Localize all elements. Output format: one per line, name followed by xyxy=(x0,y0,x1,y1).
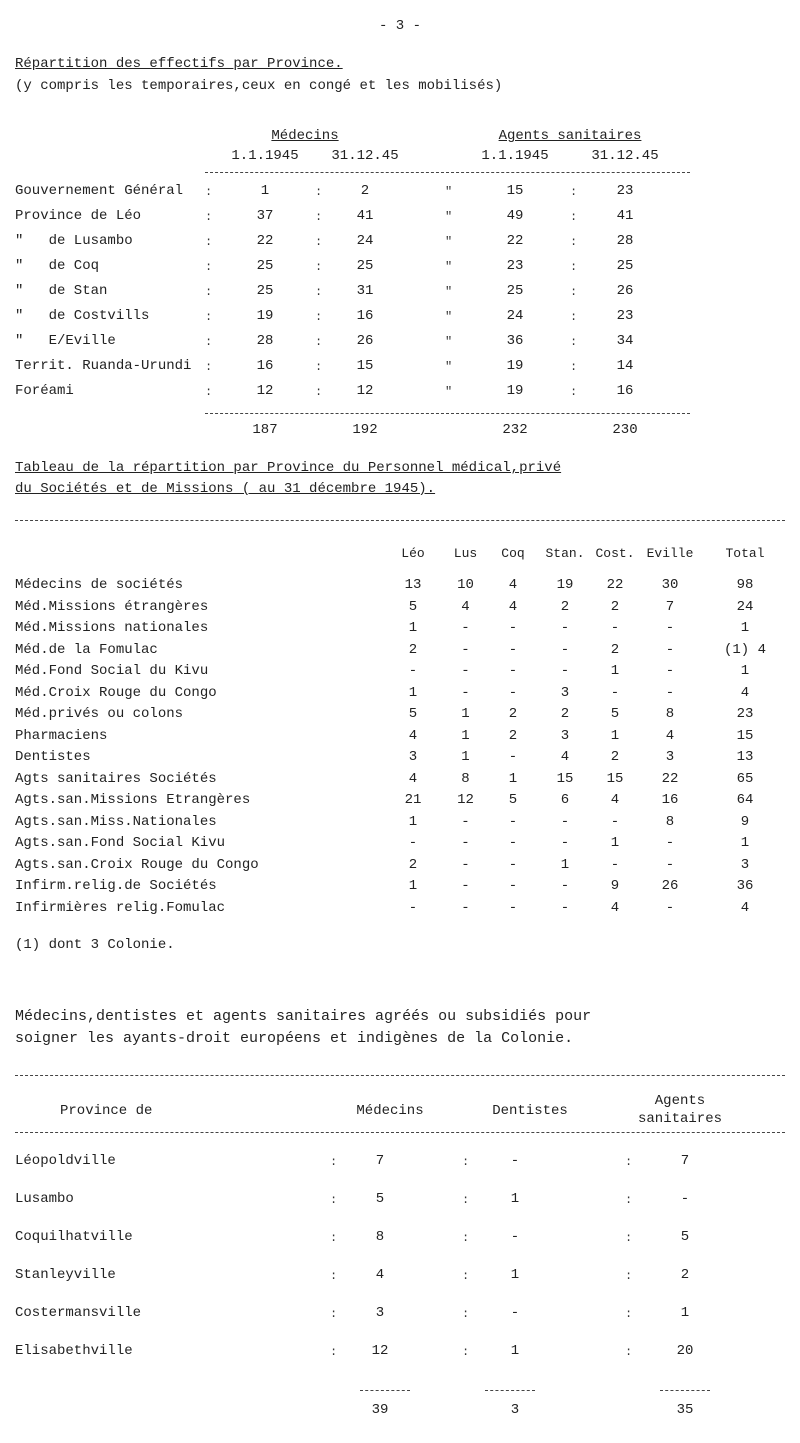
t1-row-label: Province de Léo xyxy=(15,208,142,224)
t1-cell: 19 xyxy=(506,358,524,374)
t1-separator: : xyxy=(570,310,578,324)
t1-title: Répartition des effectifs par Province. xyxy=(15,56,343,72)
t3-cell: 3 xyxy=(375,1305,385,1321)
t1-cell: 36 xyxy=(506,333,524,349)
t2-cell: 1 xyxy=(461,706,470,722)
t2-cell: - xyxy=(508,835,518,851)
t1-separator: : xyxy=(570,210,578,224)
t2-cell: 1 xyxy=(508,770,518,787)
t3-cell: - xyxy=(510,1305,520,1321)
t2-row-label: Dentistes xyxy=(15,749,91,765)
t3-separator: : xyxy=(330,1155,338,1169)
t2-cell: (1) 4 xyxy=(723,641,766,658)
t1-row-label: Foréami xyxy=(15,383,74,399)
t3-separator: : xyxy=(625,1345,633,1359)
t2-cell: 4 xyxy=(508,598,518,615)
t3-cell: 1 xyxy=(680,1305,690,1321)
t2-cell: 8 xyxy=(461,770,470,787)
t1-cell: 14 xyxy=(616,358,634,374)
t2-col-header: Stan. xyxy=(545,546,585,561)
t2-row-label: Méd.Fond Social du Kivu xyxy=(15,663,209,679)
t3-separator: : xyxy=(625,1193,633,1207)
t1-separator: : xyxy=(205,335,213,349)
t2-row-label: Agts.san.Missions Etrangères xyxy=(15,792,251,808)
t2-cell: 8 xyxy=(665,706,675,722)
t2-cell: 1 xyxy=(740,663,750,679)
t2-cell: - xyxy=(461,899,470,916)
t2-cell: 2 xyxy=(408,856,418,873)
t2-row-label: Infirmières relig.Fomulac xyxy=(15,899,226,916)
t3-row-label: Léopoldville xyxy=(15,1153,116,1169)
t1-separator: " xyxy=(445,235,453,249)
t2-cell: 4 xyxy=(740,899,750,916)
t2-cell: 2 xyxy=(408,641,418,658)
t1-cell: 41 xyxy=(356,208,374,224)
t1-col-header: 1.1.1945 xyxy=(481,148,549,164)
t3-cell: - xyxy=(510,1229,520,1245)
t2-cell: 36 xyxy=(736,878,754,894)
t3-cell: 12 xyxy=(371,1343,389,1359)
t3-separator: : xyxy=(330,1269,338,1283)
t2-title-line2: du Sociétés et de Missions ( au 31 décembre 1945). xyxy=(15,481,436,497)
t3-total: 39 xyxy=(371,1402,389,1418)
t1-cell: 25 xyxy=(616,258,634,274)
t1-separator: : xyxy=(570,385,578,399)
t2-cell: 13 xyxy=(404,577,422,593)
t2-cell: - xyxy=(461,684,470,701)
t2-cell: 4 xyxy=(610,792,620,808)
t2-footnote: (1) dont 3 Colonie. xyxy=(15,937,175,953)
t2-cell: 1 xyxy=(610,663,620,679)
t2-cell: 13 xyxy=(736,749,754,765)
t1-separator: : xyxy=(205,310,213,324)
t2-cell: 2 xyxy=(508,706,518,722)
t2-cell: 4 xyxy=(408,727,418,744)
t1-cell: 19 xyxy=(506,383,524,399)
t3-separator: : xyxy=(625,1231,633,1245)
t2-cell: 4 xyxy=(740,684,750,701)
t1-cell: 16 xyxy=(256,358,274,374)
t2-row-label: Agts.san.Croix Rouge du Congo xyxy=(15,856,259,873)
t2-cell: 2 xyxy=(508,727,518,744)
t3-separator: : xyxy=(330,1307,338,1321)
t2-cell: - xyxy=(665,663,675,679)
t2-cell: - xyxy=(461,641,470,658)
t2-cell: 4 xyxy=(560,749,570,765)
t1-separator: : xyxy=(570,260,578,274)
t2-cell: 1 xyxy=(461,749,470,765)
t2-cell: 22 xyxy=(661,770,679,787)
t2-cell: 24 xyxy=(736,598,754,615)
t1-cell: 41 xyxy=(616,208,634,224)
t3-cell: 1 xyxy=(510,1267,520,1283)
t2-cell: 98 xyxy=(736,577,754,593)
t1-separator: " xyxy=(445,185,453,199)
t1-cell: 24 xyxy=(506,308,524,324)
t2-cell: - xyxy=(665,641,675,658)
t1-row-label: Territ. Ruanda-Urundi xyxy=(15,358,192,374)
page-number: - 3 - xyxy=(378,18,421,34)
t2-cell: - xyxy=(461,835,470,851)
t1-separator: : xyxy=(205,285,213,299)
t2-row-label: Pharmaciens xyxy=(15,727,108,744)
t3-total: 35 xyxy=(676,1402,694,1418)
t1-separator: : xyxy=(205,360,213,374)
t2-cell: 16 xyxy=(661,792,679,808)
t2-cell: - xyxy=(665,684,675,701)
t2-cell: 26 xyxy=(661,878,679,894)
t1-cell: 23 xyxy=(616,183,634,199)
t1-total: 232 xyxy=(502,422,528,438)
t2-cell: 2 xyxy=(610,598,620,615)
t2-cell: - xyxy=(508,856,518,873)
t2-cell: 4 xyxy=(461,598,470,615)
t1-cell: 23 xyxy=(616,308,634,324)
t1-cell: 26 xyxy=(616,283,634,299)
t1-separator: " xyxy=(445,335,453,349)
t2-cell: 2 xyxy=(610,749,620,765)
t2-cell: - xyxy=(461,856,470,873)
t3-col-agents: Agents xyxy=(654,1093,706,1109)
t2-row-label: Méd.privés ou colons xyxy=(15,706,184,722)
t2-cell: - xyxy=(461,813,470,830)
t2-cell: - xyxy=(665,620,675,636)
t2-cell: 64 xyxy=(736,792,754,808)
t2-cell: - xyxy=(461,663,470,679)
t3-total: 3 xyxy=(510,1402,520,1418)
t1-group-agents: Agents sanitaires xyxy=(498,128,642,144)
t1-separator: : xyxy=(315,285,323,299)
t1-cell: 15 xyxy=(356,358,374,374)
t2-cell: 12 xyxy=(457,792,474,808)
t2-row-label: Agts.san.Miss.Nationales xyxy=(15,813,217,830)
t1-row-label: Gouvernement Général xyxy=(15,183,184,199)
t2-row-label: Agts sanitaires Sociétés xyxy=(15,770,217,787)
t2-cell: - xyxy=(508,813,518,830)
t3-cell: 7 xyxy=(680,1153,690,1169)
t2-cell: 30 xyxy=(661,577,679,593)
t3-row-label: Coquilhatville xyxy=(15,1229,133,1245)
t1-cell: 12 xyxy=(356,383,374,399)
t3-total-rule xyxy=(660,1390,710,1391)
t3-cell: - xyxy=(510,1153,520,1169)
t1-cell: 22 xyxy=(506,233,524,249)
t2-cell: 15 xyxy=(606,770,624,787)
t1-cell: 34 xyxy=(616,333,634,349)
t1-separator: " xyxy=(445,310,453,324)
t1-cell: 19 xyxy=(256,308,274,324)
t1-separator: : xyxy=(315,260,323,274)
t2-cell: 5 xyxy=(408,598,418,615)
t3-title-line2: soigner les ayants-droit européens et indigènes de la Colonie. xyxy=(15,1030,574,1047)
t3-cell: - xyxy=(680,1191,690,1207)
t1-separator: " xyxy=(445,385,453,399)
t1-separator: : xyxy=(570,285,578,299)
t1-cell: 28 xyxy=(616,233,634,249)
t2-col-header: Total xyxy=(725,546,765,561)
t1-row-label: " de Lusambo xyxy=(15,233,133,249)
t2-cell: 23 xyxy=(736,706,754,722)
t1-separator: : xyxy=(205,385,213,399)
t2-cell: - xyxy=(508,749,518,765)
t2-row-label: Médecins de sociétés xyxy=(15,577,184,593)
t2-cell: 1 xyxy=(610,835,620,851)
t3-separator: : xyxy=(625,1269,633,1283)
t1-subtitle: (y compris les temporaires,ceux en congé et les mobilisés) xyxy=(15,78,503,94)
t3-cell: 20 xyxy=(676,1343,694,1359)
t2-cell: 1 xyxy=(408,620,418,636)
t2-cell: - xyxy=(408,899,418,916)
t2-cell: - xyxy=(560,620,570,636)
t3-separator: : xyxy=(462,1307,470,1321)
t3-separator: : xyxy=(462,1345,470,1359)
t1-separator: " xyxy=(445,285,453,299)
t3-col-dentistes: Dentistes xyxy=(492,1103,568,1119)
t2-cell: 2 xyxy=(560,598,570,615)
t2-row-label: Méd.Croix Rouge du Congo xyxy=(15,684,217,701)
t1-separator: : xyxy=(315,235,323,249)
t1-col-header: 31.12.45 xyxy=(591,148,659,164)
t2-cell: 15 xyxy=(556,770,574,787)
t2-cell: 9 xyxy=(740,813,750,830)
t2-cell: - xyxy=(560,835,570,851)
t2-title-line1: Tableau de la répartition par Province du Personnel médical,privé xyxy=(15,460,562,476)
t2-cell: 5 xyxy=(408,706,418,722)
t2-row-label: Agts.san.Fond Social Kivu xyxy=(15,835,226,851)
t2-cell: 6 xyxy=(560,792,570,808)
t2-row-label: Méd.de la Fomulac xyxy=(15,641,158,658)
t2-cell: - xyxy=(610,856,620,873)
t2-cell: 1 xyxy=(408,684,418,701)
t2-cell: - xyxy=(408,835,418,851)
t3-title-line1: Médecins,dentistes et agents sanitaires agréés ou subsidiés pour xyxy=(15,1008,592,1025)
t1-row-label: " de Stan xyxy=(15,283,108,299)
t1-separator: " xyxy=(445,360,453,374)
t1-separator: " xyxy=(445,210,453,224)
t2-cell: 65 xyxy=(736,770,754,787)
t3-separator: : xyxy=(330,1231,338,1245)
t1-separator: : xyxy=(205,235,213,249)
t1-cell: 16 xyxy=(616,383,634,399)
t2-cell: 1 xyxy=(560,856,570,873)
t1-cell: 16 xyxy=(356,308,374,324)
t1-cell: 15 xyxy=(506,183,524,199)
t2-cell: - xyxy=(560,878,570,894)
t3-separator: : xyxy=(462,1269,470,1283)
t2-cell: 22 xyxy=(606,577,624,593)
t2-cell: 3 xyxy=(740,856,750,873)
t3-total-rule xyxy=(485,1390,535,1391)
t1-total: 192 xyxy=(352,422,378,438)
t1-total: 230 xyxy=(612,422,638,438)
t3-total-rule xyxy=(360,1390,410,1391)
t3-separator: : xyxy=(462,1231,470,1245)
t2-col-header: Léo xyxy=(401,546,425,561)
t3-col-medecins: Médecins xyxy=(356,1103,424,1119)
t1-cell: 25 xyxy=(356,258,374,274)
t1-group-medecins: Médecins xyxy=(271,128,339,144)
t1-cell: 26 xyxy=(356,333,374,349)
t3-row-label: Lusambo xyxy=(15,1191,74,1207)
t3-top-rule xyxy=(15,1075,785,1076)
t2-col-header: Eville xyxy=(646,546,694,561)
t1-cell: 31 xyxy=(356,283,374,299)
t2-row-label: Méd.Missions étrangères xyxy=(15,598,209,615)
t1-header-rule xyxy=(205,172,690,173)
t2-cell: 9 xyxy=(610,878,620,894)
t3-separator: : xyxy=(625,1155,633,1169)
t1-separator: : xyxy=(315,335,323,349)
t2-cell: - xyxy=(408,663,418,679)
t1-row-label: " de Costvills xyxy=(15,308,150,324)
t1-cell: 25 xyxy=(256,283,274,299)
t1-row-label: " E/Eville xyxy=(15,333,116,349)
t3-header-rule xyxy=(15,1132,785,1133)
t1-cell: 49 xyxy=(506,208,524,224)
t3-cell: 1 xyxy=(510,1191,520,1207)
t2-cell: - xyxy=(461,878,470,894)
t2-cell: 1 xyxy=(740,620,750,636)
t1-separator: : xyxy=(315,360,323,374)
t2-cell: 4 xyxy=(508,577,518,593)
t1-separator: " xyxy=(445,260,453,274)
t2-col-header: Coq xyxy=(501,546,525,561)
t2-cell: 1 xyxy=(408,813,418,830)
t2-cell: 7 xyxy=(665,598,675,615)
t2-cell: 1 xyxy=(408,878,418,894)
t2-cell: - xyxy=(665,835,675,851)
t3-cell: 7 xyxy=(375,1153,385,1169)
t1-cell: 22 xyxy=(256,233,274,249)
t3-row-label: Stanleyville xyxy=(15,1267,116,1283)
t1-cell: 23 xyxy=(506,258,524,274)
t1-separator: : xyxy=(570,235,578,249)
t3-separator: : xyxy=(462,1155,470,1169)
t3-row-label: Costermansville xyxy=(15,1305,142,1321)
t2-cell: 2 xyxy=(560,706,570,722)
t1-cell: 25 xyxy=(506,283,524,299)
t2-cell: 5 xyxy=(508,792,518,808)
t2-cell: - xyxy=(560,641,570,658)
t2-cell: - xyxy=(610,684,620,701)
t3-col-sanitaires: sanitaires xyxy=(637,1111,722,1127)
t2-cell: - xyxy=(560,663,570,679)
t2-cell: - xyxy=(508,878,518,894)
t2-col-header: Lus xyxy=(453,546,478,561)
t1-separator: : xyxy=(570,335,578,349)
t2-cell: - xyxy=(508,663,518,679)
t1-total: 187 xyxy=(252,422,278,438)
t2-cell: - xyxy=(665,856,675,873)
t3-cell: 5 xyxy=(680,1229,690,1245)
t2-cell: 1 xyxy=(610,727,620,744)
t1-separator: : xyxy=(315,385,323,399)
t2-cell: 3 xyxy=(665,749,675,765)
t2-cell: 4 xyxy=(610,899,620,916)
t2-cell: 1 xyxy=(740,835,750,851)
t1-separator: : xyxy=(205,210,213,224)
t2-cell: - xyxy=(508,899,518,916)
t1-separator: : xyxy=(205,185,213,199)
t1-separator: : xyxy=(570,185,578,199)
t1-col-header: 1.1.1945 xyxy=(231,148,299,164)
t1-cell: 24 xyxy=(356,233,374,249)
t1-total-rule xyxy=(205,413,690,414)
t2-col-header: Cost. xyxy=(595,546,635,561)
t1-separator: : xyxy=(315,210,323,224)
t2-cell: 3 xyxy=(560,727,570,744)
t1-cell: 1 xyxy=(260,183,270,199)
t1-separator: : xyxy=(570,360,578,374)
t2-cell: - xyxy=(665,899,675,916)
t3-cell: 2 xyxy=(680,1267,690,1283)
t2-cell: 4 xyxy=(408,770,418,787)
t2-cell: 2 xyxy=(610,641,620,658)
t1-separator: : xyxy=(315,310,323,324)
t3-row-label: Elisabethville xyxy=(15,1343,133,1359)
t2-cell: 21 xyxy=(404,792,422,808)
t2-row-label: Méd.Missions nationales xyxy=(15,620,209,636)
t1-cell: 28 xyxy=(256,333,274,349)
t3-col-province: Province de xyxy=(60,1103,153,1119)
t3-cell: 8 xyxy=(375,1229,385,1245)
t1-row-label: " de Coq xyxy=(15,258,100,274)
t1-separator: : xyxy=(205,260,213,274)
t3-cell: 5 xyxy=(375,1191,385,1207)
t2-top-rule xyxy=(15,520,785,521)
t2-cell: 19 xyxy=(556,577,574,593)
t2-cell: - xyxy=(560,813,570,830)
t2-cell: 10 xyxy=(457,577,474,593)
t1-col-header: 31.12.45 xyxy=(331,148,399,164)
t1-cell: 12 xyxy=(256,383,274,399)
t2-cell: 3 xyxy=(408,749,418,765)
t2-cell: - xyxy=(508,641,518,658)
t2-cell: - xyxy=(610,813,620,830)
t1-cell: 2 xyxy=(360,183,370,199)
t3-separator: : xyxy=(625,1307,633,1321)
t3-cell: 1 xyxy=(510,1343,520,1359)
t2-cell: - xyxy=(508,684,518,701)
t2-cell: - xyxy=(560,899,570,916)
t2-cell: 3 xyxy=(560,684,570,701)
t1-cell: 37 xyxy=(256,208,274,224)
t1-cell: 25 xyxy=(256,258,274,274)
t2-cell: 4 xyxy=(665,727,675,744)
t2-cell: 8 xyxy=(665,813,675,830)
t2-cell: - xyxy=(461,620,470,636)
t2-cell: - xyxy=(610,620,620,636)
t2-row-label: Infirm.relig.de Sociétés xyxy=(15,878,217,894)
t3-separator: : xyxy=(462,1193,470,1207)
t2-cell: - xyxy=(508,620,518,636)
t2-cell: 5 xyxy=(610,706,620,722)
t1-separator: : xyxy=(315,185,323,199)
t3-separator: : xyxy=(330,1193,338,1207)
t3-cell: 4 xyxy=(375,1267,385,1283)
t3-separator: : xyxy=(330,1345,338,1359)
t2-cell: 1 xyxy=(461,727,470,744)
t2-cell: 15 xyxy=(736,727,754,744)
